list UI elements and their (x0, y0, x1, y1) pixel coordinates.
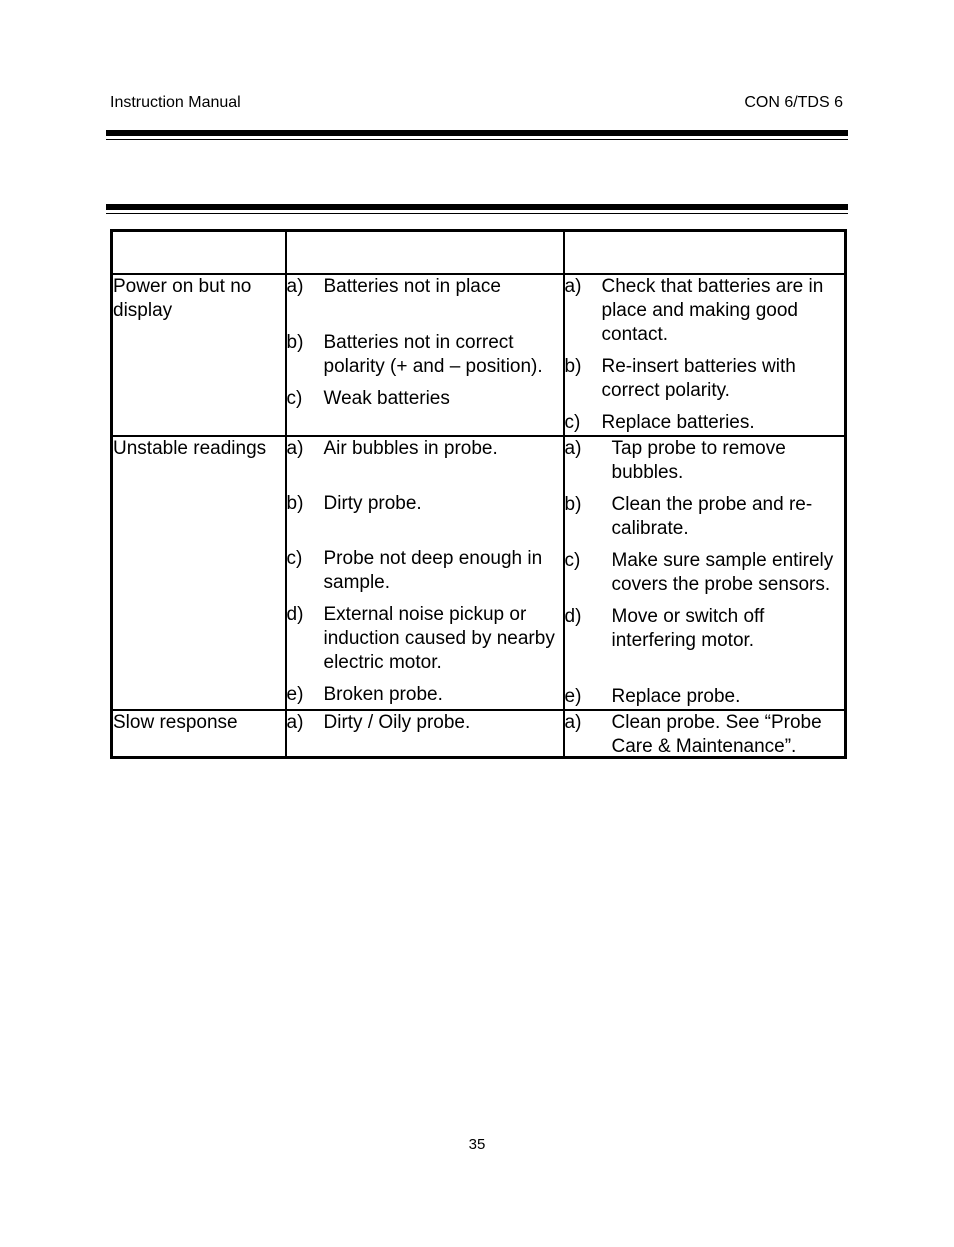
header-cell-cause (286, 231, 564, 275)
solution-item (565, 411, 845, 435)
item-marker: a) (564, 712, 582, 733)
item-text: Probe not deep enough in sample. (323, 548, 543, 593)
item-marker: a) (286, 276, 304, 297)
item-marker: b) (286, 493, 304, 514)
item-marker: a) (564, 276, 582, 297)
cause-item (287, 683, 563, 707)
solution-item (565, 549, 845, 597)
item-text: Make sure sample entirely covers the probe sensors. (611, 550, 834, 595)
solution-item (565, 437, 845, 485)
cause-cell (286, 436, 564, 710)
item-marker: d) (286, 604, 304, 625)
solution-item (565, 711, 845, 759)
problem-cell: Unstable readings (112, 436, 286, 710)
item-marker: a) (286, 712, 304, 733)
item-text: Re-insert batteries with correct polarity. (601, 356, 796, 401)
item-marker: b) (564, 356, 582, 377)
cause-item (287, 275, 563, 299)
problem-cell: Slow response (112, 710, 286, 758)
section-rule-thick (106, 204, 848, 210)
cause-item (287, 547, 563, 595)
header-rule-thick (106, 130, 848, 136)
item-text: Weak batteries (323, 388, 450, 409)
cause-cell (286, 274, 564, 436)
item-text: Replace probe. (611, 686, 741, 707)
item-text: Replace batteries. (601, 412, 755, 433)
item-text: Dirty probe. (323, 493, 422, 514)
item-text: Dirty / Oily probe. (323, 712, 471, 733)
item-marker: c) (564, 550, 581, 571)
item-text: Broken probe. (323, 684, 443, 705)
troubleshooting-table (110, 229, 847, 759)
solution-item (565, 275, 845, 347)
cause-cell (286, 710, 564, 758)
cause-item (287, 603, 563, 675)
cause-item (287, 437, 563, 461)
item-marker: b) (286, 332, 304, 353)
section-rule-thin (106, 213, 848, 214)
problem-cell: Power on but no display (112, 274, 286, 436)
solution-cell (564, 436, 846, 710)
item-text: Tap probe to remove bubbles. (611, 438, 786, 483)
item-marker: a) (286, 438, 304, 459)
solution-cell (564, 274, 846, 436)
item-marker: e) (286, 684, 304, 705)
item-marker: c) (286, 548, 303, 569)
table-row (112, 710, 846, 758)
table-row (112, 274, 846, 436)
item-marker: e) (564, 686, 582, 707)
solution-item (565, 685, 845, 709)
item-text: External noise pickup or induction caused by nearby electric motor. (323, 604, 555, 673)
item-marker: a) (564, 438, 582, 459)
cause-item (287, 711, 563, 735)
item-marker: c) (564, 412, 581, 433)
page-number: 35 (468, 1136, 486, 1153)
item-text: Batteries not in correct polarity (+ and – position). (323, 332, 543, 377)
item-marker: d) (564, 606, 582, 627)
item-marker: c) (286, 388, 303, 409)
header-title: Instruction Manual (110, 94, 241, 111)
cause-item (287, 492, 563, 516)
item-text: Batteries not in place (323, 276, 501, 297)
table-row (112, 436, 846, 710)
solution-item (565, 355, 845, 403)
header-rule-thin (106, 139, 848, 140)
solution-item (565, 605, 845, 653)
table-header-row (112, 231, 846, 275)
item-text: Air bubbles in probe. (323, 438, 498, 459)
item-text: Clean the probe and re-calibrate. (611, 494, 813, 539)
solution-cell (564, 710, 846, 758)
item-text: Clean probe. See “Probe Care & Maintenance”. (611, 712, 822, 757)
cause-item (287, 387, 563, 411)
header-cell-solution (564, 231, 846, 275)
item-marker: b) (564, 494, 582, 515)
header-model: CON 6/TDS 6 (744, 94, 843, 111)
item-text: Move or switch off interfering motor. (611, 606, 765, 651)
header-cell-problem (112, 231, 286, 275)
solution-item (565, 493, 845, 541)
cause-item (287, 331, 563, 379)
item-text: Check that batteries are in place and making good contact. (601, 276, 824, 345)
